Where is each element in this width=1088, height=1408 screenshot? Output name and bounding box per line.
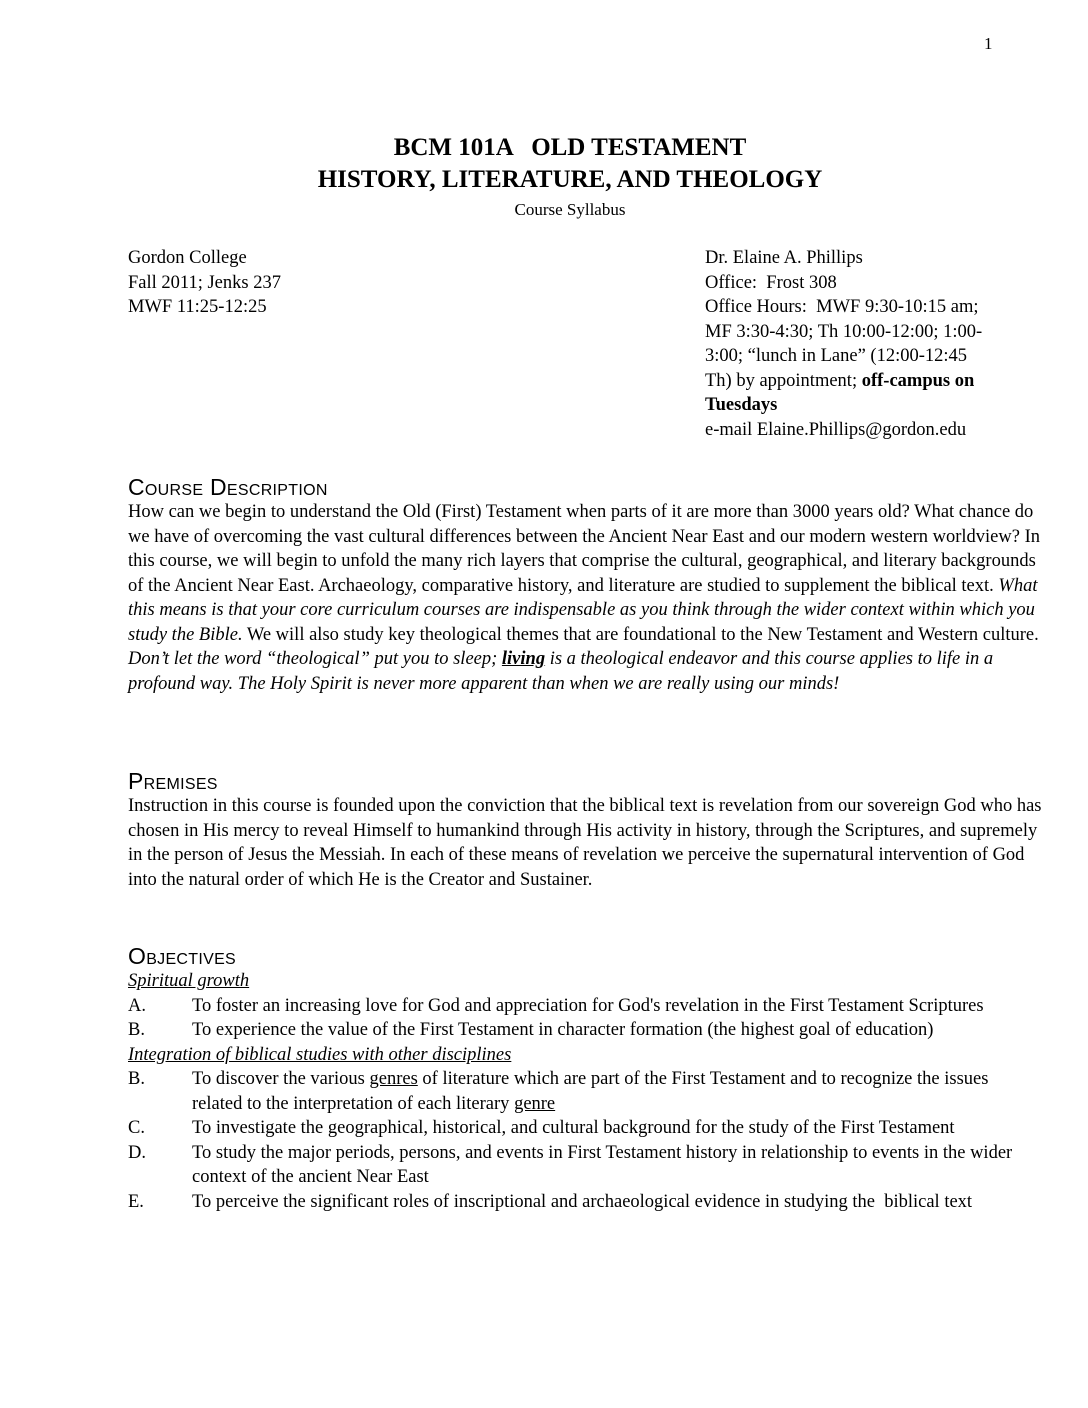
premises-text: Instruction in this course is founded upon the conviction that the biblical text is revelation from our sovereign God who has chosen in His mercy to reveal Himself to humankind through His activity in history, through the Scriptures, and supremely in the person of Jesus the Messiah. In each of these means of revelation we perceive the supernatural intervention of God into the natural order of which He is the Creator and Sustainer. xyxy=(128,796,1042,890)
office-hours-line: Office Hours: MWF 9:30-10:15 am; xyxy=(705,297,979,317)
objective-letter: A. xyxy=(128,995,146,1016)
objective-text: To investigate the geographical, historical, and cultural background for the study of the First Testament xyxy=(192,1118,955,1138)
genres-term: genres xyxy=(369,1069,418,1089)
description-text: We will also study key theological themes that are foundational to the New Testament and Western culture. xyxy=(242,624,1039,645)
off-campus-day: Tuesdays xyxy=(705,395,778,415)
objective-item xyxy=(128,1067,1043,1116)
description-emphasis: Don’t let the word “theological” put you to sleep; xyxy=(128,649,502,669)
office-location: Office: Frost 308 xyxy=(705,272,837,293)
objectives-section xyxy=(128,943,1043,1214)
description-emphasis: What this means is that your core curriculum courses are indispensable as you think through the wider context within which you study the Bible. xyxy=(128,575,1038,645)
objective-text: To foster an increasing love for God and appreciation for God's revelation in the First Testament Scriptures xyxy=(192,995,984,1016)
course-description-text xyxy=(128,500,1043,696)
objective-letter: B. xyxy=(128,1069,145,1089)
office-hours-line xyxy=(705,369,1045,394)
course-info xyxy=(128,246,281,320)
class-schedule: MWF 11:25-12:25 xyxy=(128,297,267,317)
objective-text: To study the major periods, persons, and events in First Testament history in relationship to events in the wider context of the ancient Near East xyxy=(192,1142,1013,1187)
section-heading: Premises xyxy=(128,768,218,794)
course-title-subline: HISTORY, LITERATURE, AND THEOLOGY xyxy=(317,166,823,193)
objective-letter: D. xyxy=(128,1142,146,1163)
instructor-name: Dr. Elaine A. Phillips xyxy=(705,248,863,268)
objective-text-part: To discover the various xyxy=(192,1069,370,1089)
objective-item xyxy=(128,1116,1043,1141)
premises-section xyxy=(128,768,1043,892)
objective-text: To experience the value of the First Testament in character formation (the highest goal of education) xyxy=(192,1020,934,1040)
objective-letter: E. xyxy=(128,1191,144,1212)
course-description-section xyxy=(128,474,1043,696)
off-campus-note: off-campus on xyxy=(861,370,975,391)
objective-text-part: of literature which are part of the First Testament and to recognize the issues related to the interpretation of each literary xyxy=(192,1069,989,1114)
section-heading: Objectives xyxy=(128,943,237,969)
description-text: How can we begin to understand the Old (First) Testament when parts of it are more than 3000 years old? What chance do we have of overcoming the vast cultural differences between the Ancient Near East and our modern western worldview? In this course, we will begin to unfold the many rich layers that comprise the cultural, geographical, and literary backgrounds of the Ancient Near East. Archaeology, comparative history, and literature are studied to supplement the biblical text. xyxy=(128,502,1040,596)
living-emphasis: living xyxy=(501,649,546,669)
office-hours-text: Th) by appointment; xyxy=(705,370,862,391)
objective-group-title: Integration of biblical studies with other disciplines xyxy=(128,1044,512,1065)
objective-text xyxy=(192,1067,1043,1116)
office-hours-line: 3:00; “lunch in Lane” (12:00-12:45 xyxy=(705,346,968,366)
objective-item xyxy=(128,1141,1043,1190)
document-subtitle: Course Syllabus xyxy=(514,200,626,219)
course-title: BCM 101A OLD TESTAMENT xyxy=(393,134,747,161)
description-emphasis: is a theological endeavor and this course applies to life in a profound way. The Holy Spirit is never more apparent than when we are really using our minds! xyxy=(128,649,994,694)
genre-term: genre xyxy=(514,1093,556,1114)
objective-item xyxy=(128,1018,1043,1043)
objective-letter: B. xyxy=(128,1020,145,1040)
objective-letter: C. xyxy=(128,1118,145,1138)
objective-item xyxy=(128,1190,1043,1215)
institution: Gordon College xyxy=(128,248,247,268)
section-heading: Course Description xyxy=(128,474,328,500)
objective-text: To perceive the significant roles of inscriptional and archaeological evidence in studying the biblical text xyxy=(192,1191,973,1212)
office-hours-line: MF 3:30-4:30; Th 10:00-12:00; 1:00- xyxy=(705,321,983,342)
term-location: Fall 2011; Jenks 237 xyxy=(128,272,281,293)
instructor-info xyxy=(705,246,1045,442)
objective-item xyxy=(128,994,1043,1019)
page-number: 1 xyxy=(984,34,993,53)
objective-group-title: Spiritual growth xyxy=(128,971,250,991)
instructor-email[interactable]: e-mail Elaine.Phillips@gordon.edu xyxy=(705,419,967,440)
